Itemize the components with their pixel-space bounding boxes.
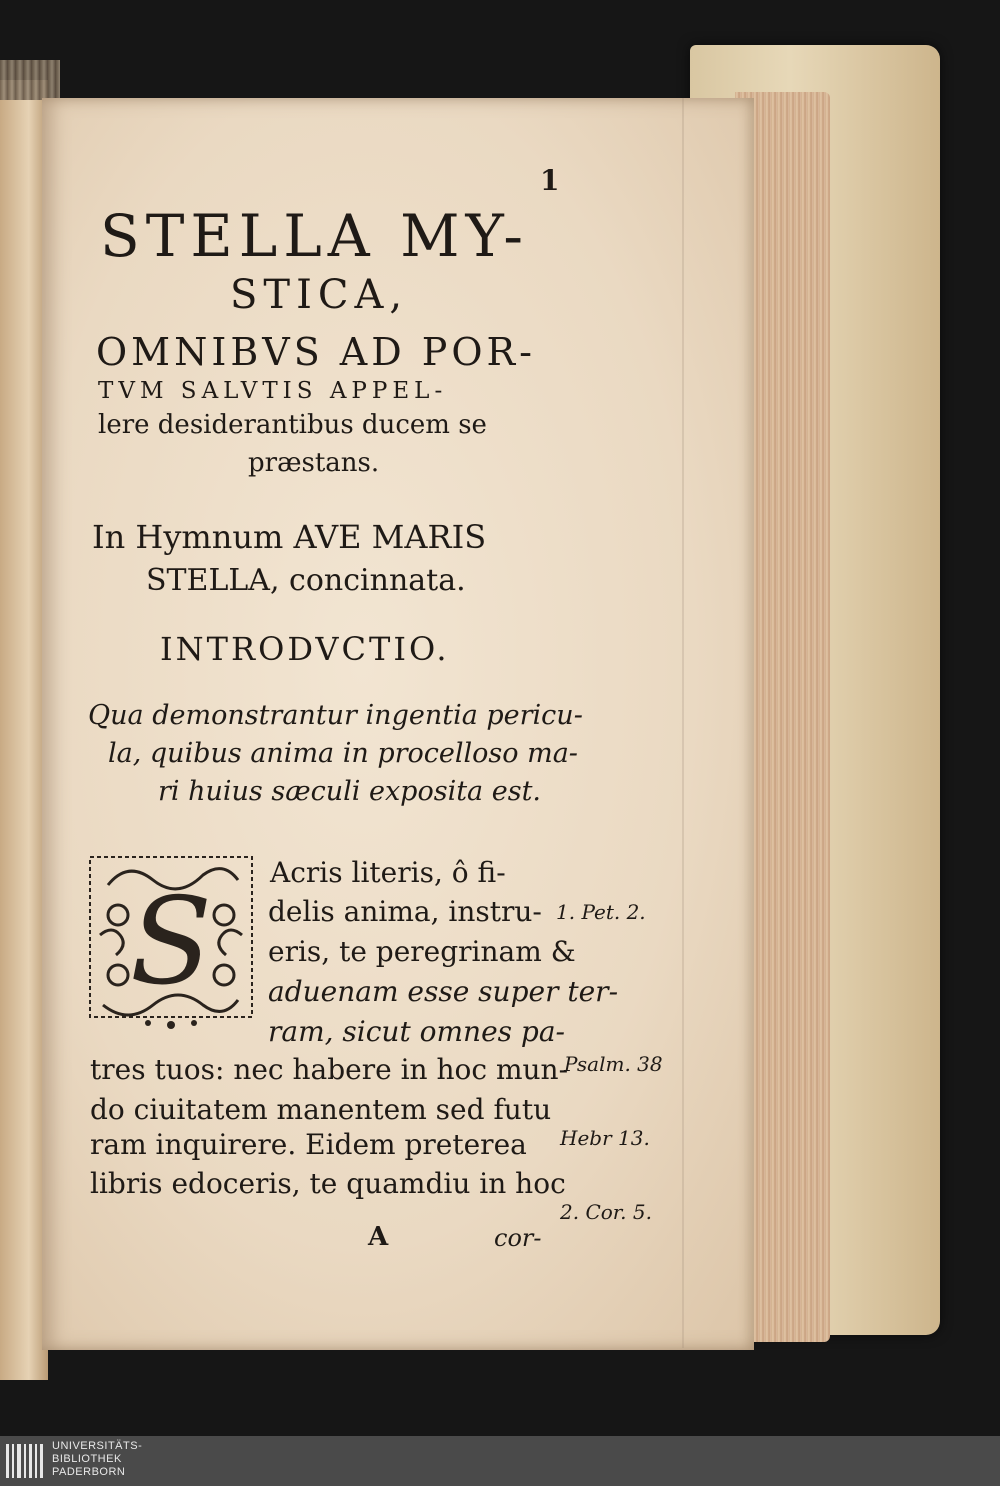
section-heading: INTRODVCTIO. xyxy=(160,630,450,668)
body-line: tres tuos: nec habere in hoc mun- xyxy=(90,1053,569,1086)
body-line: ram, sicut omnes pa- xyxy=(268,1015,565,1048)
subtitle-line-2: TVM SALVTIS APPEL- xyxy=(98,378,448,404)
margin-note: 1. Pet. 2. xyxy=(556,900,646,924)
body-line: do ciuitatem manentem sed futu xyxy=(90,1093,552,1126)
intro-line-3: ri huius sæculi exposita est. xyxy=(158,776,541,807)
subtitle-line-4: præstans. xyxy=(248,448,380,478)
body-line: libris edoceris, te quamdiu in hoc xyxy=(90,1167,566,1200)
intro-line-2: la, quibus anima in procelloso ma- xyxy=(108,738,578,769)
library-footer xyxy=(0,1436,1000,1486)
margin-note: Hebr 13. xyxy=(560,1126,650,1150)
library-logo-text xyxy=(52,1440,142,1479)
logo-line-1: UNIVERSITÄTS- xyxy=(52,1440,143,1452)
subtitle-line-3: lere desiderantibus ducem se xyxy=(98,410,487,440)
page-number: 1 xyxy=(540,164,560,197)
binding-thread xyxy=(0,60,60,100)
hymn-line-1: In Hymnum AVE MARIS xyxy=(92,518,487,556)
decorated-initial-icon xyxy=(88,855,254,1030)
body-line: Acris literis, ô fi- xyxy=(270,856,506,889)
page-fold xyxy=(682,98,684,1348)
title-line-1: STELLA MY- xyxy=(100,202,530,270)
title-line-2: STICA, xyxy=(230,272,409,318)
hymn-line-2: STELLA, concinnata. xyxy=(146,563,466,598)
subtitle-line-1: OMNIBVS AD POR- xyxy=(96,330,536,374)
body-line: eris, te peregrinam & xyxy=(268,935,576,968)
library-logo-icon xyxy=(6,1442,46,1480)
signature-mark: A xyxy=(368,1222,389,1252)
intro-line-1: Qua demonstrantur ingentia pericu- xyxy=(88,700,583,731)
body-line: ram inquirere. Eidem preterea xyxy=(90,1128,527,1161)
body-line: delis anima, instru- xyxy=(268,895,542,928)
logo-line-2: BIBLIOTHEK xyxy=(52,1453,122,1465)
catchword: cor- xyxy=(494,1224,542,1252)
margin-note: Psalm. 38 xyxy=(564,1052,663,1076)
margin-note: 2. Cor. 5. xyxy=(560,1200,652,1224)
body-line: aduenam esse super ter- xyxy=(268,975,619,1008)
left-page-edge xyxy=(0,80,48,1380)
logo-line-3: PADERBORN xyxy=(52,1466,126,1478)
svg-text:S: S xyxy=(129,873,213,1012)
